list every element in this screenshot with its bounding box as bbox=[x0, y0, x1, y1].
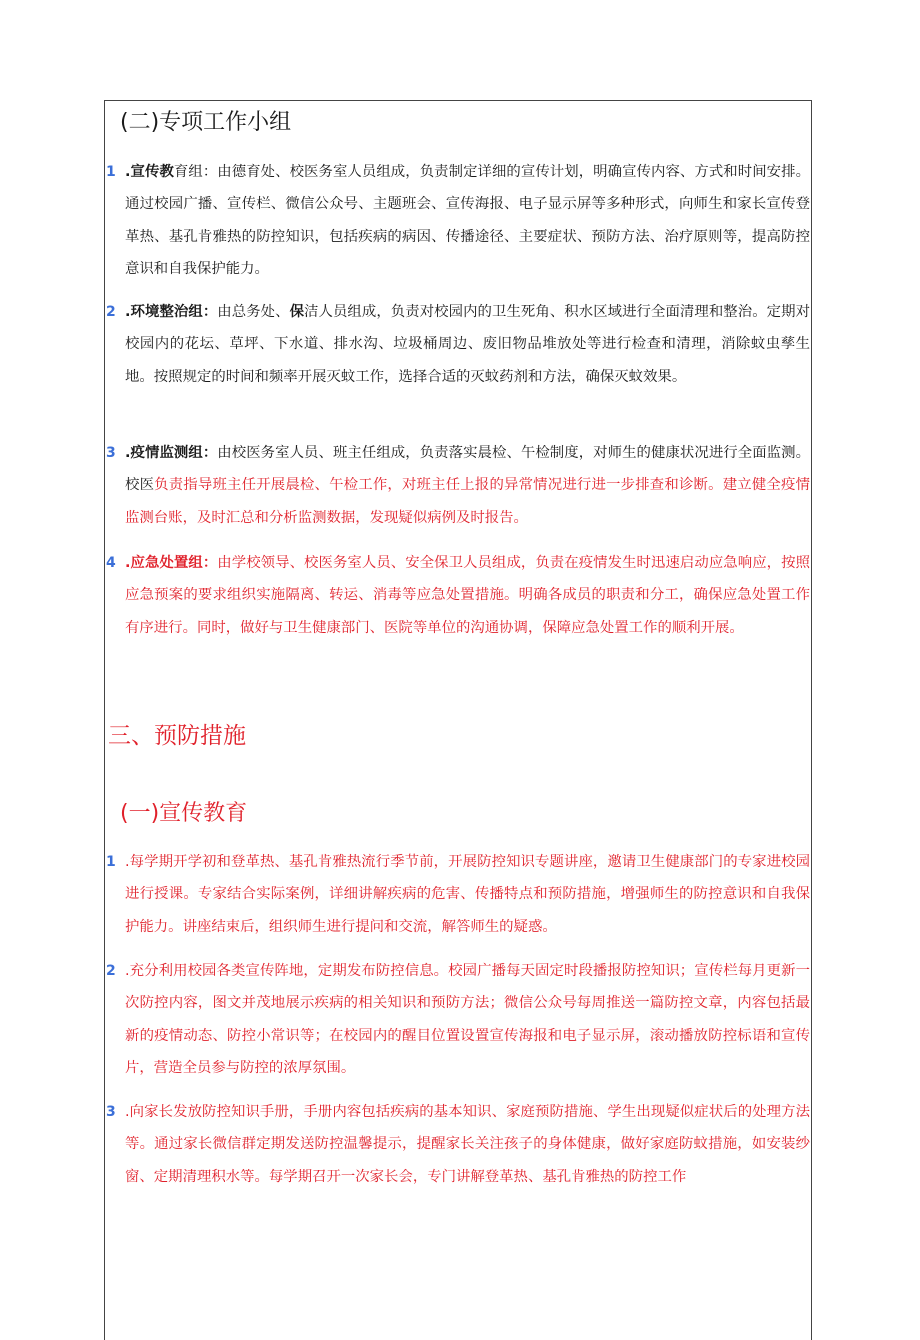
item-number: 2 bbox=[106, 304, 116, 320]
item-body: .每学期开学初和登革热、基孔肯雅热流行季节前，开展防控知识专题讲座，邀请卫生健康部门的专家进校园进行授课。专家结合实际案例，详细讲解疾病的危害、传播特点和预防措施，增强师生的防控意识和自我保护能力。讲座结束后，组织师生进行提问和交流，解答师生的疑惑。 bbox=[125, 854, 810, 935]
item-body: .疫情监测组：由校医务室人员、班主任组成，负责落实晨检、午检制度，对师生的健康状况进行全面监测。校医负责指导班主任开展晨检、午检工作，对班主任上报的异常情况进行进一步排查和诊断。建立健全疫情监测台账，及时汇总和分析监测数据，发现疑似病例及时报告。 bbox=[125, 445, 810, 526]
item-title: .应急处置组： bbox=[125, 555, 218, 571]
section3-heading: 三、预防措施 bbox=[108, 723, 246, 749]
subsection1-heading: (一)宣传教育 bbox=[120, 801, 248, 826]
item-number: 3 bbox=[106, 445, 116, 461]
item-number: 3 bbox=[106, 1104, 116, 1120]
group-item-3 bbox=[106, 437, 810, 534]
measure-item-2 bbox=[106, 955, 810, 1085]
group-item-2 bbox=[106, 296, 810, 393]
item-number: 1 bbox=[106, 164, 116, 180]
measure-item-1 bbox=[106, 846, 810, 943]
item-title: .疫情监测组： bbox=[125, 445, 218, 461]
measure-item-3 bbox=[106, 1096, 810, 1193]
item-body: .环境整治组：由总务处、保洁人员组成，负责对校园内的卫生死角、积水区域进行全面清理和整治。定期对校园内的花坛、草坪、下水道、排水沟、垃圾桶周边、废旧物品堆放处等进行检查和清理，消除蚊虫孳生地。按照规定的时间和频率开展灭蚊工作，选择合适的灭蚊药剂和方法，确保灭蚊效果。 bbox=[125, 304, 810, 385]
section2-heading: (二)专项工作小组 bbox=[120, 110, 292, 135]
item-number: 2 bbox=[106, 963, 116, 979]
group-item-1 bbox=[106, 156, 810, 286]
item-title: .环境整治组： bbox=[125, 304, 218, 320]
item-body: .向家长发放防控知识手册，手册内容包括疾病的基本知识、家庭预防措施、学生出现疑似症状后的处理方法等。通过家长微信群定期发送防控温馨提示，提醒家长关注孩子的身体健康，做好家庭防蚊措施，如安装纱窗、定期清理积水等。每学期召开一次家长会，专门讲解登革热、基孔肯雅热的防控工作 bbox=[125, 1104, 810, 1185]
item-body: .宣传教育组：由德育处、校医务室人员组成，负责制定详细的宣传计划，明确宣传内容、方式和时间安排。通过校园广播、宣传栏、微信公众号、主题班会、宣传海报、电子显示屏等多种形式，向师生和家长宣传登革热、基孔肯雅热的防控知识，包括疾病的病因、传播途径、主要症状、预防方法、治疗原则等，提高防控意识和自我保护能力。 bbox=[125, 164, 810, 278]
item-number: 1 bbox=[106, 854, 116, 870]
group-item-4 bbox=[106, 547, 810, 644]
item-title: .宣传教 bbox=[125, 164, 174, 180]
item-body: .充分利用校园各类宣传阵地，定期发布防控信息。校园广播每天固定时段播报防控知识；宣传栏每月更新一次防控内容，图文并茂地展示疾病的相关知识和预防方法；微信公众号每周推送一篇防控文章，内容包括最新的疫情动态、防控小常识等；在校园内的醒目位置设置宣传海报和电子显示屏，滚动播放防控标语和宣传片，营造全员参与防控的浓厚氛围。 bbox=[125, 963, 810, 1077]
item-body: .应急处置组：由学校领导、校医务室人员、安全保卫人员组成，负责在疫情发生时迅速启动应急响应，按照应急预案的要求组织实施隔离、转运、消毒等应急处置措施。明确各成员的职责和分工，确保应急处置工作有序进行。同时，做好与卫生健康部门、医院等单位的沟通协调，保障应急处置工作的顺利开展。 bbox=[125, 555, 810, 636]
item-number: 4 bbox=[106, 555, 116, 571]
